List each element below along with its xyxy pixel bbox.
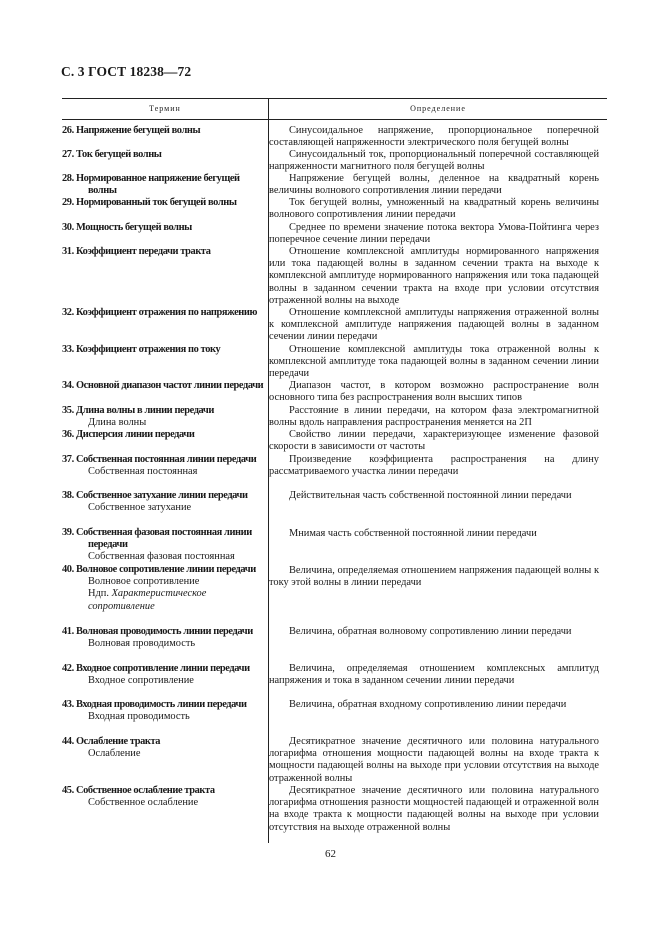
term-cell bbox=[62, 125, 266, 137]
term-cell bbox=[62, 307, 266, 319]
page-number: 62 bbox=[325, 848, 336, 860]
term-cell bbox=[62, 527, 266, 564]
term-name: 34. Основной диапазон частот линии передачи bbox=[62, 380, 264, 391]
definition-cell: Среднее по времени значение потока вектора Умова-Пойтинга через поперечное сечение линии передачи bbox=[269, 222, 599, 246]
definition-cell: Синусоидальный ток, пропорциональный поперечной составляющей напряженности магнитного поля бегущей волны bbox=[269, 149, 599, 173]
definition-cell: Отношение комплексной амплитуды нормированного напряжения или тока падающей волны в заданном сечении тракта на выходе к комплексной амплитуде нормированного напряжения или тока падающей волны в заданном сечении тракта на входе при условии отсутствия отраженной волны на выходе bbox=[269, 246, 599, 306]
term-synonym: Ослабление bbox=[88, 748, 141, 760]
term-name: 31. Коэффициент передачи тракта bbox=[62, 246, 211, 257]
term-name: 42. Входное сопротивление линии передачи bbox=[62, 663, 250, 674]
definition-cell: Расстояние в линии передачи, на котором фаза электромагнитной волны вдоль направления распространения меняется на 2П bbox=[269, 405, 599, 429]
term-cell bbox=[62, 149, 266, 161]
term-name: 33. Коэффициент отражения по току bbox=[62, 344, 221, 355]
term-cell bbox=[62, 246, 266, 258]
term-cell bbox=[62, 736, 266, 760]
term-name: 28. Нормированное напряжение бегущей волны bbox=[62, 173, 240, 197]
term-cell bbox=[62, 454, 266, 478]
term-cell bbox=[62, 564, 266, 613]
definition-cell: Ток бегущей волны, умноженный на квадратный корень величины волнового сопротивления линии передачи bbox=[269, 197, 599, 221]
deprecated-term: Характеристическое сопротивление bbox=[88, 588, 207, 612]
term-name: 41. Волновая проводимость линии передачи bbox=[62, 626, 253, 637]
term-name: 29. Нормированный ток бегущей волны bbox=[62, 197, 237, 208]
term-name: 43. Входная проводимость линии передачи bbox=[62, 699, 247, 710]
definition-cell: Величина, обратная волновому сопротивлению линии передачи bbox=[289, 626, 572, 637]
definition-cell: Произведение коэффициента распространения на длину рассматриваемого участка линии передачи bbox=[269, 454, 599, 478]
term-name: 32. Коэффициент отражения по напряжению bbox=[62, 307, 257, 318]
term-cell bbox=[62, 380, 266, 392]
term-name: 37. Собственная постоянная линии передачи bbox=[62, 454, 257, 465]
term-synonym: Входная проводимость bbox=[88, 711, 190, 723]
term-cell bbox=[62, 663, 266, 687]
definition-cell: Свойство линии передачи, характеризующее изменение фазовой скорости в зависимости от частоты bbox=[269, 429, 599, 453]
term-name: 45. Собственное ослабление тракта bbox=[62, 785, 215, 796]
page-header: С. 3 ГОСТ 18238—72 bbox=[61, 64, 192, 79]
term-synonym: Собственное ослабление bbox=[88, 797, 199, 809]
definition-cell: Мнимая часть собственной постоянной линии передачи bbox=[289, 528, 537, 539]
term-synonym: Собственная фазовая постоянная bbox=[88, 551, 235, 563]
definition-cell: Величина, определяемая отношением комплексных амплитуд напряжения и тока в заданном сечении линии передачи bbox=[269, 663, 599, 687]
column-header-definition: Определение bbox=[410, 104, 466, 113]
term-name: 36. Дисперсия линии передачи bbox=[62, 429, 195, 440]
term-name: 39. Собственная фазовая постоянная линии передачи bbox=[62, 527, 252, 551]
term-synonym: Длина волны bbox=[88, 417, 147, 429]
term-synonym: Собственная постоянная bbox=[88, 466, 198, 478]
term-cell bbox=[62, 699, 266, 723]
definition-cell: Напряжение бегущей волны, деленное на квадратный корень величины волнового сопротивления линии передачи bbox=[269, 173, 599, 197]
term-cell bbox=[62, 490, 266, 514]
term-cell bbox=[62, 785, 266, 809]
term-cell bbox=[62, 429, 266, 441]
definition-cell: Величина, обратная входному сопротивлению линии передачи bbox=[289, 699, 567, 710]
term-name: 40. Волновое сопротивление линии передачи bbox=[62, 564, 256, 575]
definition-cell: Диапазон частот, в котором возможно распространение волн основного типа без распространения волн высших типов bbox=[269, 380, 599, 404]
term-synonym: Волновое сопротивление bbox=[88, 576, 200, 588]
definition-cell: Отношение комплексной амплитуды тока отраженной волны к комплексной амплитуде тока падающей волны в заданном сечении линии передачи bbox=[269, 344, 599, 380]
term-name: 44. Ослабление тракта bbox=[62, 736, 161, 747]
definition-cell: Отношение комплексной амплитуды напряжения отраженной волны к комплексной амплитуде напряжения падающей волны в заданном сечении линии передачи bbox=[269, 307, 599, 343]
term-name: 26. Напряжение бегущей волны bbox=[62, 125, 201, 136]
definition-cell: Синусоидальное напряжение, пропорциональное поперечной составляющей напряженности электрического поля бегущей волны bbox=[269, 125, 599, 149]
term-cell bbox=[62, 344, 266, 356]
term-name: 30. Мощность бегущей волны bbox=[62, 222, 192, 233]
term-cell bbox=[62, 405, 266, 429]
term-synonym: Волновая проводимость bbox=[88, 638, 196, 650]
term-cell bbox=[62, 222, 266, 234]
table-top-rule bbox=[62, 98, 607, 99]
table-header-rule bbox=[62, 119, 607, 120]
term-name: 38. Собственное затухание линии передачи bbox=[62, 490, 248, 501]
column-header-term: Термин bbox=[149, 104, 181, 113]
definition-cell: Десятикратное значение десятичного или половина натурального логарифма отношения разности мощностей падающей и отраженной волн на входе тракта к мощности падающей волны на выходе при условии отсутствия на выходе отраженной волны bbox=[269, 785, 599, 833]
term-deprecated-note bbox=[88, 588, 266, 612]
term-name: 35. Длина волны в линии передачи bbox=[62, 405, 214, 416]
term-cell bbox=[62, 626, 266, 650]
term-cell bbox=[62, 173, 266, 197]
term-cell bbox=[62, 197, 266, 209]
term-synonym: Входное сопротивление bbox=[88, 675, 194, 687]
deprecated-prefix: Ндп. bbox=[88, 588, 109, 600]
term-name: 27. Ток бегущей волны bbox=[62, 149, 162, 160]
term-synonym: Собственное затухание bbox=[88, 502, 192, 514]
definition-cell: Величина, определяемая отношением напряжения падающей волны к току этой волны в линии передачи bbox=[269, 565, 599, 589]
definition-cell: Действительная часть собственной постоянной линии передачи bbox=[289, 490, 572, 501]
definition-cell: Десятикратное значение десятичного или половина натурального логарифма отношения мощности падающей волны на входе тракта к мощности падающей волны на выходе при условии отсутствия на выходе отраженной волны bbox=[269, 736, 599, 784]
